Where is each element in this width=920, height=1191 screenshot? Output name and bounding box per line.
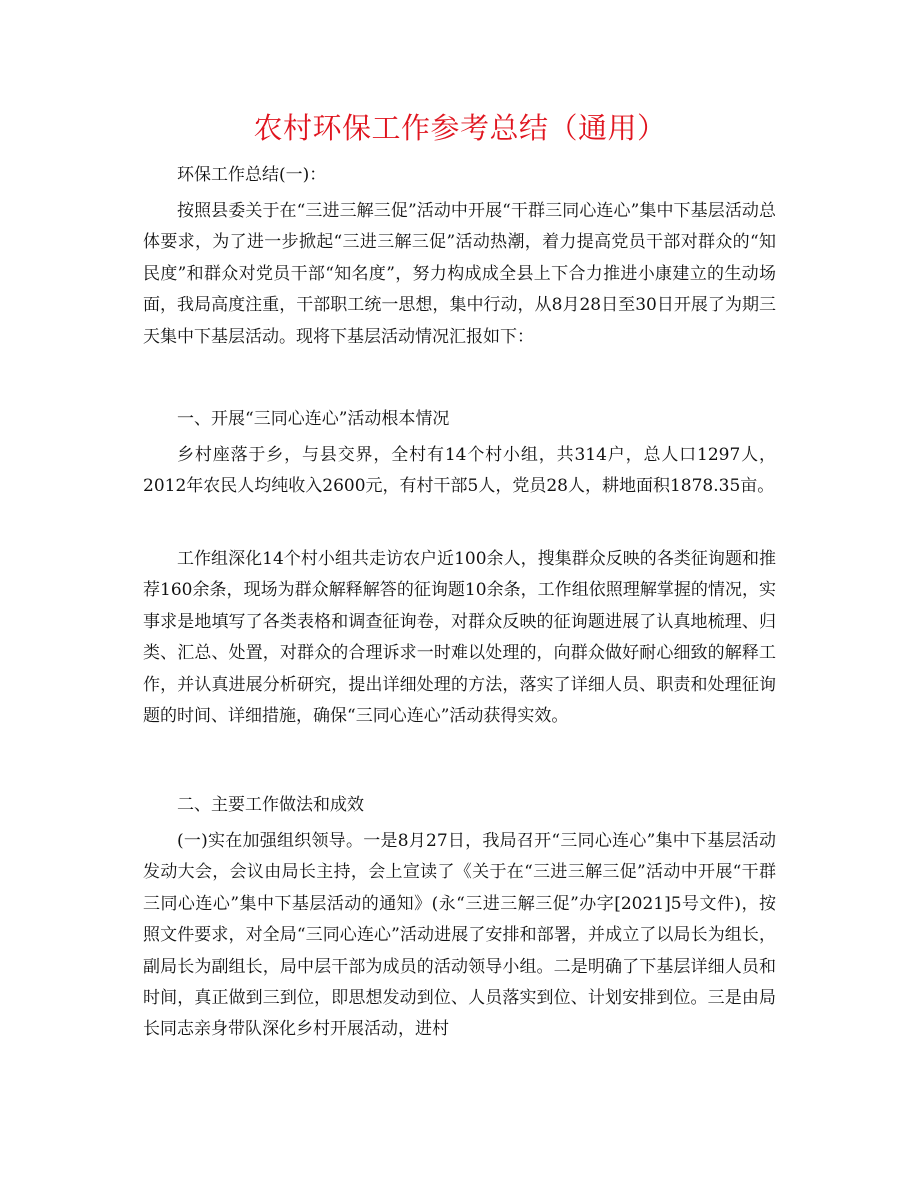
paragraph-village-info: 乡村座落于乡，与县交界，全村有14个村小组，共314户，总人口1297人，2012年农民人均纯收入2600元，有村干部5人，党员28人，耕地面积1878.35亩。: [143, 445, 776, 497]
section-heading-2: 二、主要工作做法和成效: [177, 795, 364, 815]
paragraph-section-intro: 环保工作总结(一)：: [177, 165, 327, 185]
document-title: 农村环保工作参考总结（通用）: [253, 111, 667, 145]
paragraph-organization: (一)实在加强组织领导。一是8月27日，我局召开“三同心连心”集中下基层活动发动大会，会议由局长主持，会上宣读了《关于在“三进三解三促”活动中开展“干群三同心连心”集中下基层活动的通知》(永“三进三解三促”办字[2021]5号文件)，按照文件要求，对全局“三同心连心”活动进展了安排和部署，并成立了以局长为组长，副局长为副组长，局中层干部为成员的活动领导小组。二是明确了下基层详细人员和时间，真正做到三到位，即思想发动到位、人员落实到位、计划安排到位。三是由局长同志亲身带队深化乡村开展活动，进村: [143, 831, 776, 1040]
paragraph-work-group: 工作组深化14个村小组共走访农户近100余人，搜集群众反映的各类征询题和推荐160余条，现场为群众解释解答的征询题10余条，工作组依照理解掌握的情况，实事求是地填写了各类表格和调查征询卷，对群众反映的征询题进展了认真地梳理、归类、汇总、处置，对群众的合理诉求一时难以处理的，向群众做好耐心细致的解释工作，并认真进展分析研究，提出详细处理的方法，落实了详细人员、职责和处理征询题的时间、详细措施，确保“三同心连心”活动获得实效。: [143, 549, 776, 727]
section-heading-1: 一、开展“三同心连心”活动根本情况: [177, 409, 450, 429]
paragraph-background: 按照县委关于在“三进三解三促”活动中开展“干群三同心连心”集中下基层活动总体要求，为了进一步掀起“三进三解三促”活动热潮，着力提高党员干部对群众的“知民度”和群众对党员干部“知名度”，努力构成成全县上下合力推进小康建立的生动场面，我局高度注重，干部职工统一思想，集中行动，从8月28日至30日开展了为期三天集中下基层活动。现将下基层活动情况汇报如下：: [143, 201, 776, 347]
